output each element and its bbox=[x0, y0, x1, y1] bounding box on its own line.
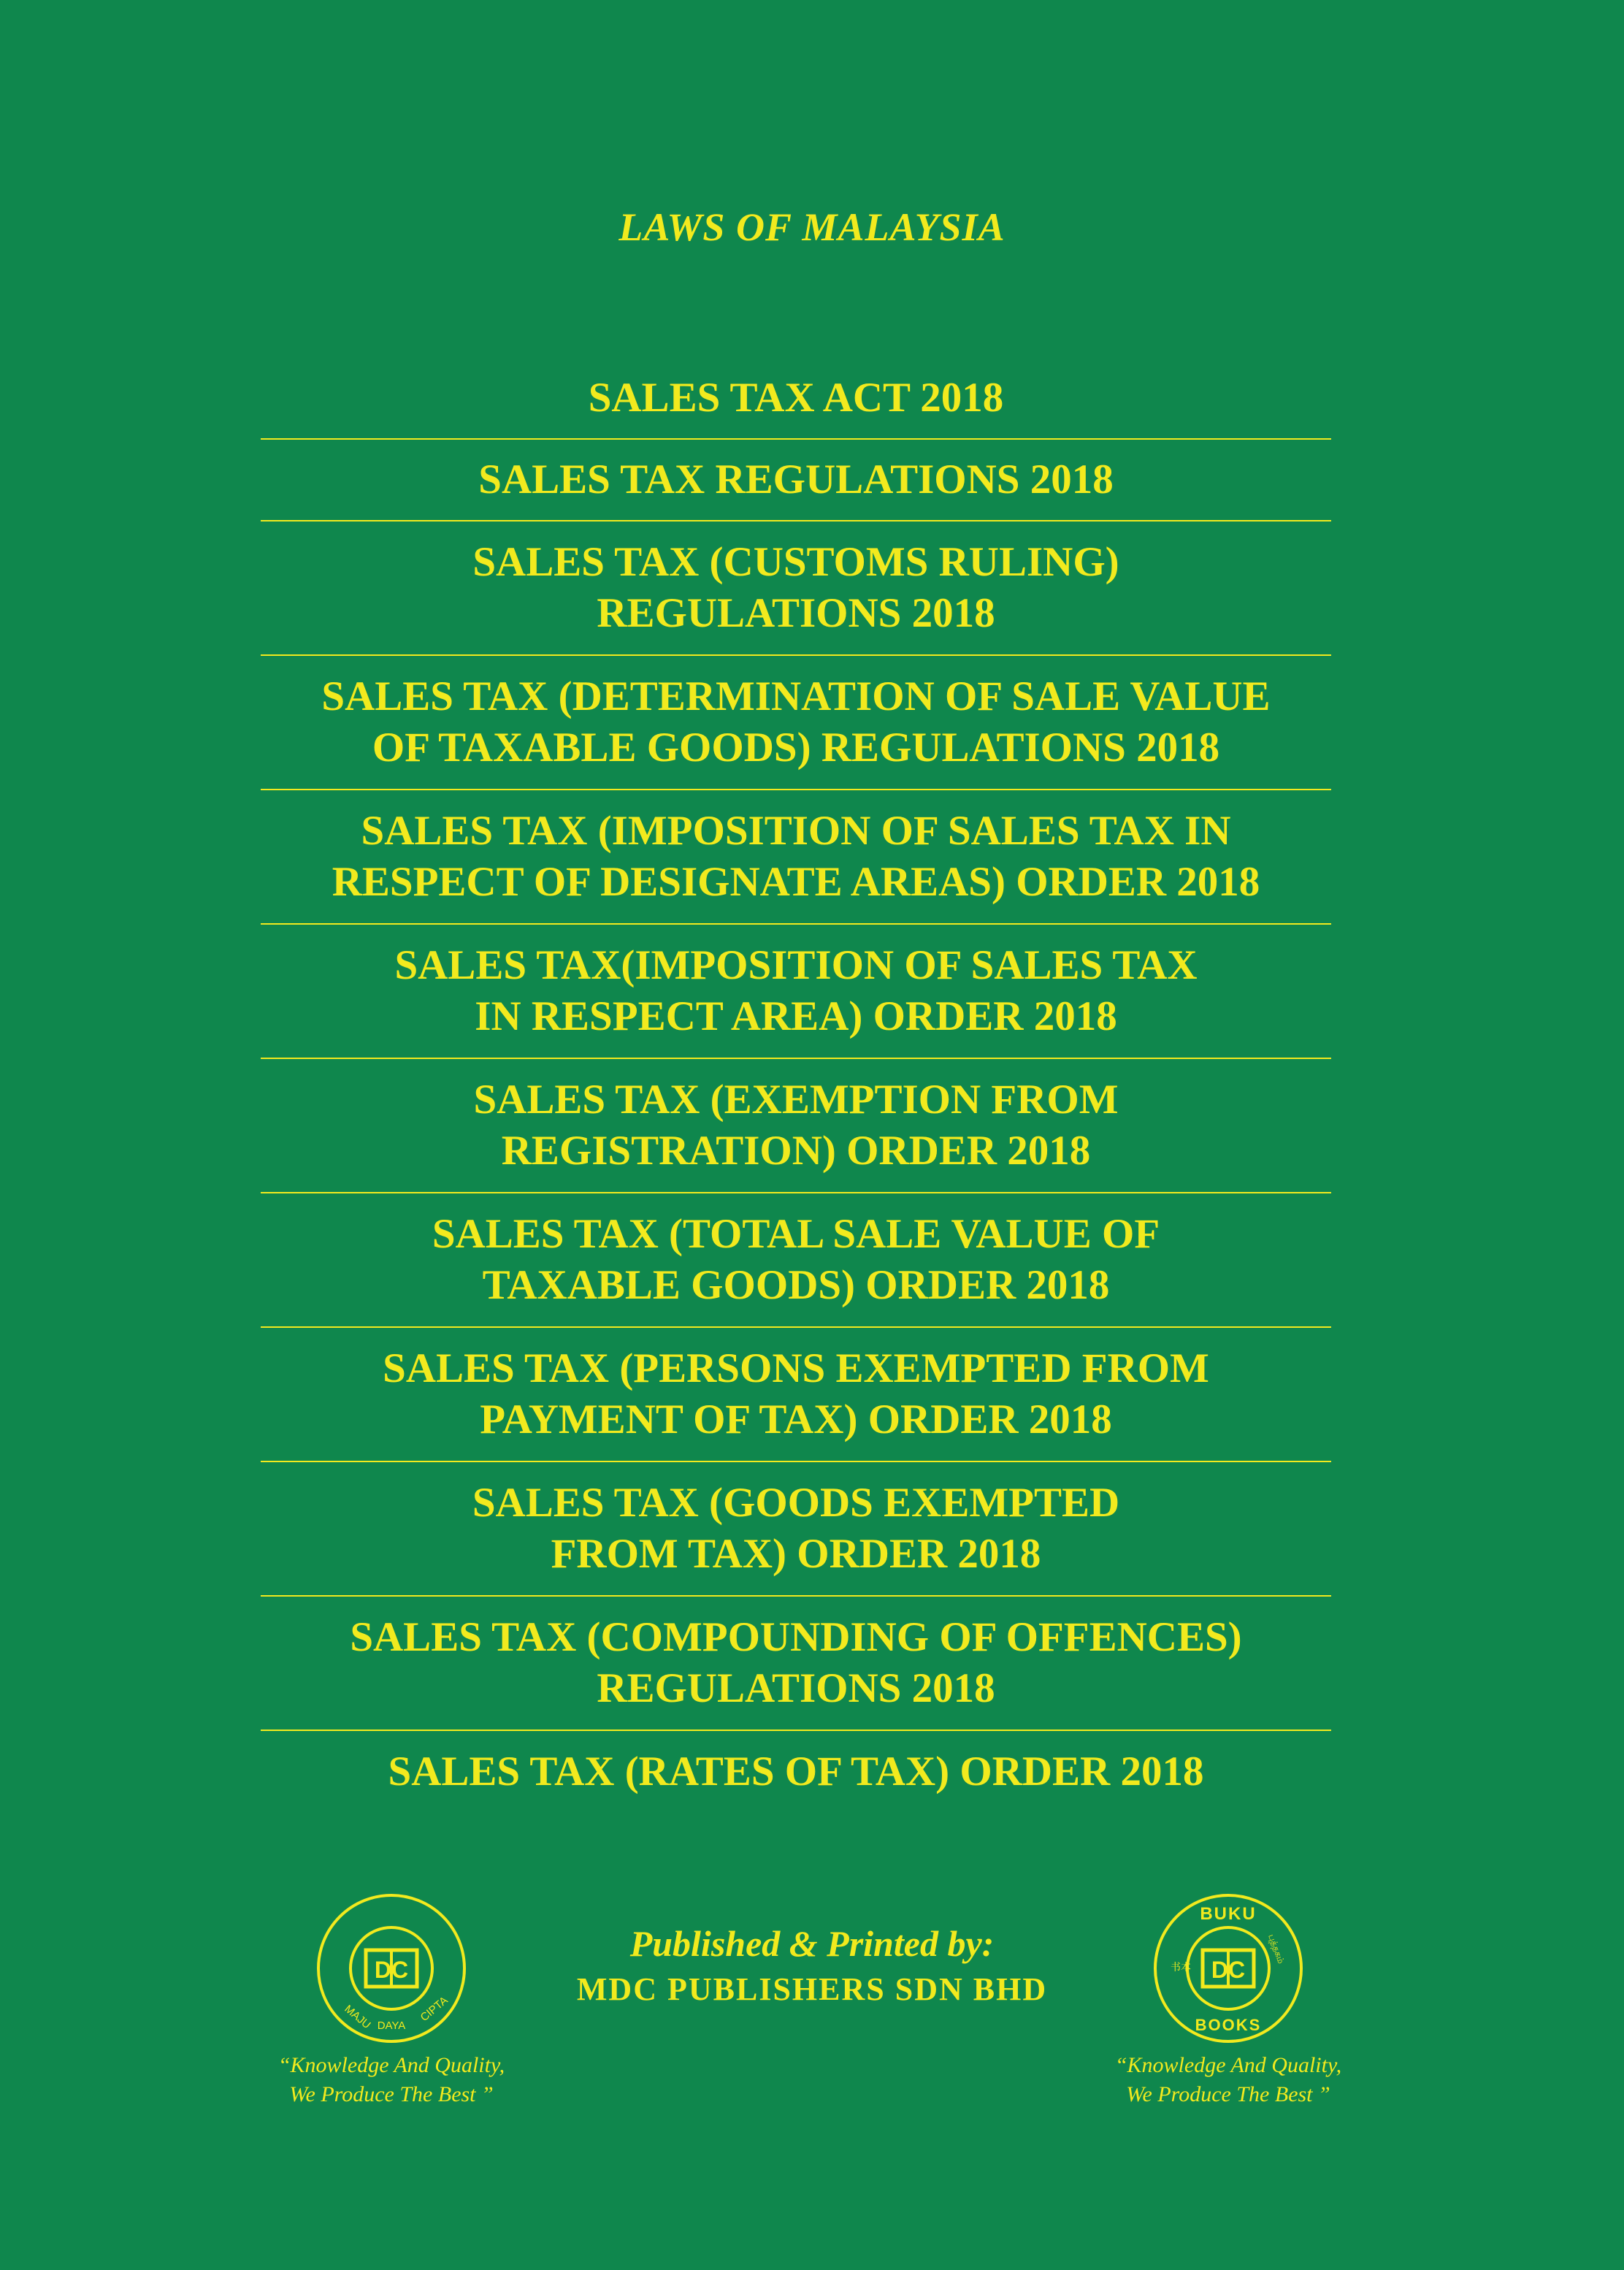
ring-word: DAYA bbox=[377, 2019, 406, 2032]
title-item bbox=[261, 1193, 1331, 1328]
title-text: SALES TAX (RATES OF TAX) ORDER 2018 bbox=[388, 1749, 1204, 1795]
publisher-name: MDC PUBLISHERS SDN BHD bbox=[576, 1971, 1048, 2007]
logo-mark-text: DC bbox=[374, 1957, 409, 1983]
title-text: SALES TAX (PERSONS EXEMPTED FROM PAYMENT OF TAX) ORDER 2018 bbox=[383, 1345, 1209, 1442]
ring-word: புத்தகம் bbox=[1266, 1933, 1287, 1965]
motto-text: “Knowledge And Quality, We Produce The Best ” bbox=[1114, 2053, 1342, 2106]
logo-mark-text: DC bbox=[1211, 1957, 1246, 1983]
title-text: SALES TAX (EXEMPTION FROM REGISTRATION) ORDER 2018 bbox=[473, 1077, 1119, 1174]
title-item bbox=[261, 358, 1331, 440]
buku-books-logo-icon bbox=[1152, 1892, 1305, 2045]
title-text: SALES TAX (GOODS EXEMPTED FROM TAX) ORDER 2018 bbox=[472, 1480, 1120, 1577]
title-text: SALES TAX (DETERMINATION OF SALE VALUE OF TAXABLE GOODS) REGULATIONS 2018 bbox=[321, 673, 1271, 771]
publisher-logo-right bbox=[1082, 1892, 1374, 2109]
ring-word: BUKU bbox=[1200, 1904, 1257, 1924]
title-text: SALES TAX(IMPOSITION OF SALES TAX IN RESPECT AREA) ORDER 2018 bbox=[394, 942, 1198, 1039]
title-text: SALES TAX (IMPOSITION OF SALES TAX IN RESPECT OF DESIGNATE AREAS) ORDER 2018 bbox=[332, 808, 1260, 905]
title-item bbox=[261, 1731, 1331, 1813]
title-item bbox=[261, 1059, 1331, 1193]
title-item bbox=[261, 1328, 1331, 1462]
title-text: SALES TAX ACT 2018 bbox=[588, 375, 1004, 421]
ring-word: 书本 bbox=[1171, 1962, 1191, 1973]
title-item bbox=[261, 1462, 1331, 1597]
ring-word: CIPTA bbox=[418, 1994, 451, 2025]
motto-text: “Knowledge And Quality, We Produce The Best ” bbox=[277, 2053, 505, 2106]
title-item bbox=[261, 656, 1331, 790]
title-text: SALES TAX (COMPOUNDING OF OFFENCES) REGULATIONS 2018 bbox=[350, 1614, 1242, 1711]
title-list bbox=[261, 358, 1331, 1813]
title-text: SALES TAX (TOTAL SALE VALUE OF TAXABLE GOODS) ORDER 2018 bbox=[432, 1211, 1160, 1308]
title-item bbox=[261, 440, 1331, 521]
title-text: SALES TAX REGULATIONS 2018 bbox=[478, 456, 1114, 502]
page-title: LAWS OF MALAYSIA bbox=[618, 205, 1006, 249]
title-item bbox=[261, 521, 1331, 656]
title-text: SALES TAX (CUSTOMS RULING) REGULATIONS 2018 bbox=[472, 539, 1119, 636]
title-item bbox=[261, 790, 1331, 925]
publisher-info bbox=[0, 1921, 1624, 2013]
title-item bbox=[261, 1597, 1331, 1731]
ring-word: BOOKS bbox=[1195, 2016, 1262, 2034]
published-by-label: Published & Printed by: bbox=[629, 1923, 995, 1964]
title-item bbox=[261, 925, 1331, 1059]
ring-word: MAJU bbox=[342, 2003, 373, 2032]
